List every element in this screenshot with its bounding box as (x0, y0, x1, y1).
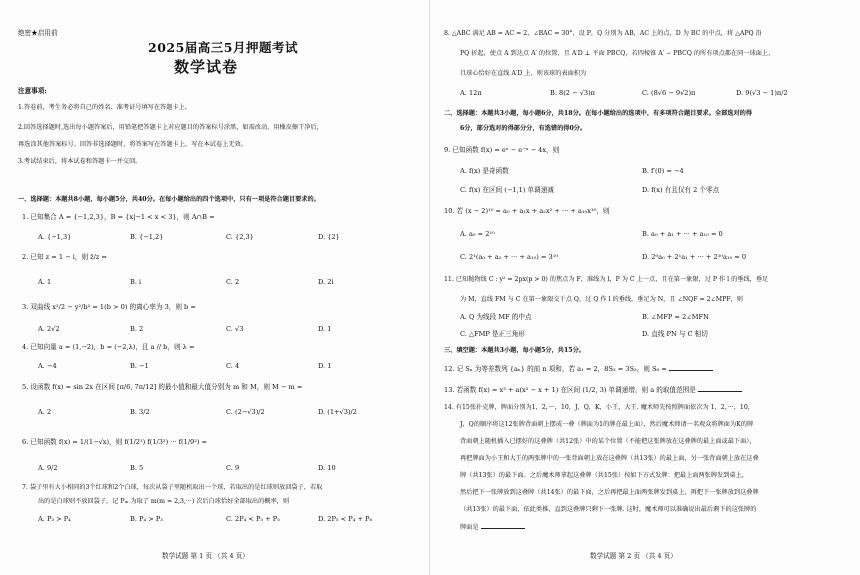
option: B. f′(0) = −4 (642, 167, 684, 175)
option: C. △FMP 是正三角形 (460, 330, 525, 338)
option: C. 9 (226, 464, 240, 472)
option: C. (2−√3)/2 (226, 408, 265, 416)
question-text: 12. 记 Sₙ 为等差数列 {aₙ} 的前 n 项和，若 a₁ = 2，8S₃ = 3S₅，则 S₆ = (444, 365, 667, 373)
question-stem (444, 385, 742, 394)
option: B. 2 (130, 325, 144, 333)
option: D. 2⁰a₀ + 2¹a₁ + ··· + 2¹⁰a₁₀ = 0 (642, 253, 747, 261)
section-heading: 二、选择题：本题共3小题，每小题6分，共18分。在每小题给出的选项中，有多项符合题目要求。全部选对的得 (444, 110, 753, 117)
question-stem: 10. 若 (x − 2)¹⁰ = a₀ + a₁x + a₂x² + ··· + a₁₀x¹⁰，则 (444, 207, 610, 215)
option: A. f(x) 是奇函数 (460, 167, 509, 175)
option: C. 2P₄ < P₃ + P₅ (226, 515, 280, 523)
option: B. 8(2 − √3)π (550, 89, 596, 97)
option: C. (8√6 − 9√2)π (642, 89, 696, 97)
option: B. i (130, 278, 142, 286)
section-heading: 三、填空题：本题共3小题，每小题5分，共15分。 (444, 347, 585, 354)
option: B. −1 (130, 362, 149, 370)
option: D. f(x) 有且仅有 2 个零点 (642, 186, 720, 194)
answer-blank (698, 385, 742, 392)
question-stem: 3. 双曲线 x²/2 − y²/b² = 1(b > 0) 的离心率为 3，则 b = (22, 303, 196, 311)
option: C. 2¹(a₀ + a₂ + ··· + a₁₀) = 3¹⁰ (460, 253, 558, 261)
notice-item: 3.考试结束后，将本试卷和答题卡一并交回。 (18, 158, 142, 165)
right-page (430, 0, 860, 575)
question-stem-cont: 然后把下一张牌放到这叠牌（共14张）的最下面，之后再把最上面两张牌发到桌上，再把下一张牌放到这叠牌 (460, 489, 759, 496)
question-stem-cont: J，Q的顺序将这12张牌背面朝上摆成一叠（牌面为1的牌在最上面），然后魔术师请一名观众将牌面为K的牌 (460, 421, 754, 428)
notice-item: 再选涂其他答案标号。回答非选择题时，将答案写在答题卡上，写在本试卷上无效。 (18, 141, 247, 148)
option: B. P₄ > P₃ (130, 515, 163, 523)
option: B. {−1,2} (130, 233, 164, 241)
question-stem: 14. 有15张扑克牌，牌面分别为1，2，···，10，J，Q，K，小王，大王. 魔术师先按照牌面依次为 1，2，···，10， (444, 404, 754, 411)
question-stem: 2. 已知 z = 1 − i，则 z̄/z = (22, 253, 107, 261)
option: A. a₀ = 2¹⁰ (460, 230, 495, 238)
question-stem: 5. 设函数 f(x) = sin 2x 在区间 [π/6, 7π/12] 的最小值和最大值分别为 m 和 M，则 M − m = (22, 383, 303, 391)
question-stem-cont: 且球心恰好在直线 A′D 上，则该球的表面积为 (460, 70, 587, 77)
option: A. 1 (38, 278, 52, 286)
option: C. f(x) 在区间 (−1,1) 单调递减 (460, 186, 554, 194)
option: A. 2 (38, 408, 52, 416)
option: A. −4 (38, 362, 57, 370)
question-stem-cont: 出的是白球则不放回袋子，记 Pₘ 为取了 m(m = 2,3,···) 次后白球恰好全部取出的概率，则 (38, 498, 290, 505)
question-stem: 7. 袋子里有大小相同的3个红球和2个白球，每次从袋子里随机取出一个球，若取出的是红球则放回袋子，若取 (22, 484, 323, 491)
option: B. 5 (130, 464, 144, 472)
question-stem-cont: （共13张）的最下面，依此类推，直到这叠牌只剩下一张牌. 这时，魔术师可以准确说出最后剩下的这张牌的 (460, 506, 757, 513)
question-stem: 6. 已知函数 f(x) = 1/(1−√x)，则 f(1/2²) f(1/3²) ··· f(1/9²) = (22, 438, 208, 446)
question-stem: 1. 已知集合 A = {−1,2,3}，B = {x|−1 < x < 3}，则 A∩B = (22, 213, 215, 221)
question-stem-cont: 牌（共13张）的最下面。之后魔术师拿起这叠牌（共15张）按如下方式发牌：把最上面两张牌发到桌上， (460, 472, 748, 479)
notice-item: 2.回答选择题时,选出每小题答案后，用铅笔把答题卡上对应题目的答案标号涂黑，如需改动，用橡皮擦干净后, (18, 124, 319, 131)
question-stem: 9. 已知函数 f(x) = eˣ − e⁻ˣ − 4x，则 (444, 146, 560, 154)
option: C. 4 (226, 362, 240, 370)
option: C. 2 (226, 278, 240, 286)
option: B. 3/2 (130, 408, 150, 416)
question-text: 牌面是 (460, 524, 479, 531)
option: D. 10 (318, 464, 336, 472)
option: B. ∠MFP = 2∠MFN (642, 313, 709, 321)
option: A. 12π (460, 89, 482, 97)
option: A. Q 为线段 MF 的中点 (460, 313, 532, 321)
notice-item: 1.答卷前，考生务必将自己的姓名、准考证号填写在答题卡上。 (18, 104, 191, 111)
option: B. a₀ + a₁ + ··· + a₁₀ = 0 (642, 230, 723, 238)
option: D. {2} (318, 233, 340, 241)
question-stem-cont: 再把牌面为小王和大王的两张牌中的一张背面朝上放在这叠牌（共13张）的最上面，另一张背面朝上放在这叠 (460, 455, 759, 462)
option: D. 9(√3 − 1)π/2 (736, 89, 788, 97)
question-stem-cont: 为 M，直线 FM 与 C 在第一象限交于点 Q，过 Q 作 l 的垂线，垂足为 N，且 ∠NQF = 2∠MPF，则 (460, 296, 743, 303)
question-stem-cont: 背面朝上随机插入已摆好的这叠牌（共12张）中的某个位置（不能把这张牌放在这叠牌的最上面或最下面）， (460, 438, 756, 445)
option: A. {−1,3} (38, 233, 72, 241)
option: D. 1 (318, 362, 332, 370)
option: A. 9/2 (38, 464, 58, 472)
page-footer: 数学试题 第 1 页 （共 4 页） (162, 552, 249, 560)
option: A. P₃ > P₄ (38, 515, 71, 523)
option: C. √3 (226, 325, 244, 333)
question-stem: 11. 已知抛物线 C : y² = 2px(p > 0) 的焦点为 F，准线为 l，P 为 C 上一点，且在第一象限，过 P 作 l 的垂线，垂足 (444, 276, 769, 283)
exam-subtitle: 数学试卷 (174, 58, 239, 76)
option: D. 1 (318, 325, 332, 333)
exam-title: 2025届高三5月押题考试 (148, 40, 298, 55)
secret-label: 绝密★启用前 (18, 29, 58, 37)
question-text: 13. 若函数 f(x) = x³ + a(x² − x + 1) 在区间 (1/2, 3) 单调递增，则 a 的取值范围是 (444, 386, 696, 394)
answer-blank (481, 522, 525, 529)
option: D. (1+√3)/2 (318, 408, 357, 416)
question-stem: 4. 已知向量 a = (1,−2)，b = (−2,λ)，且 a // b，则 λ = (22, 343, 195, 351)
question-stem-cont: PQ 折起，使点 A 到达点 A′ 的位置，且 A′D ⊥ 平面 PBCQ，若四棱锥 A′ − PBCQ 的所有项点都在同一球面上， (460, 50, 775, 57)
question-stem: 8. △ABC 满足 AB = AC = 2，∠BAC = 30°，设 P，Q 分别为 AB，AC 上的点，D 为 BC 的中点，将 △APQ 沿 (444, 30, 762, 37)
section-heading-cont: 6分，部分选对的得部分分，有选错的得0分。 (460, 125, 587, 132)
option: D. 2P₅ < P₄ + P₆ (318, 515, 373, 523)
option: D. 2i (318, 278, 334, 286)
question-stem (444, 364, 713, 373)
answer-blank (669, 364, 713, 371)
notice-title: 注意事项: (18, 87, 47, 95)
page-footer: 数学试题 第 2 页 （共 4 页） (590, 552, 677, 560)
option: C. {2,3} (226, 233, 254, 241)
question-stem-cont (460, 522, 525, 532)
option: D. 直线 PN 与 C 相切 (642, 330, 708, 338)
option: A. 2√2 (38, 325, 60, 333)
section-heading: 一、选择题：本题共8小题，每小题5分，共40分。在每小题给出的四个选项中，只有一项是符合题目要求的。 (18, 196, 320, 203)
